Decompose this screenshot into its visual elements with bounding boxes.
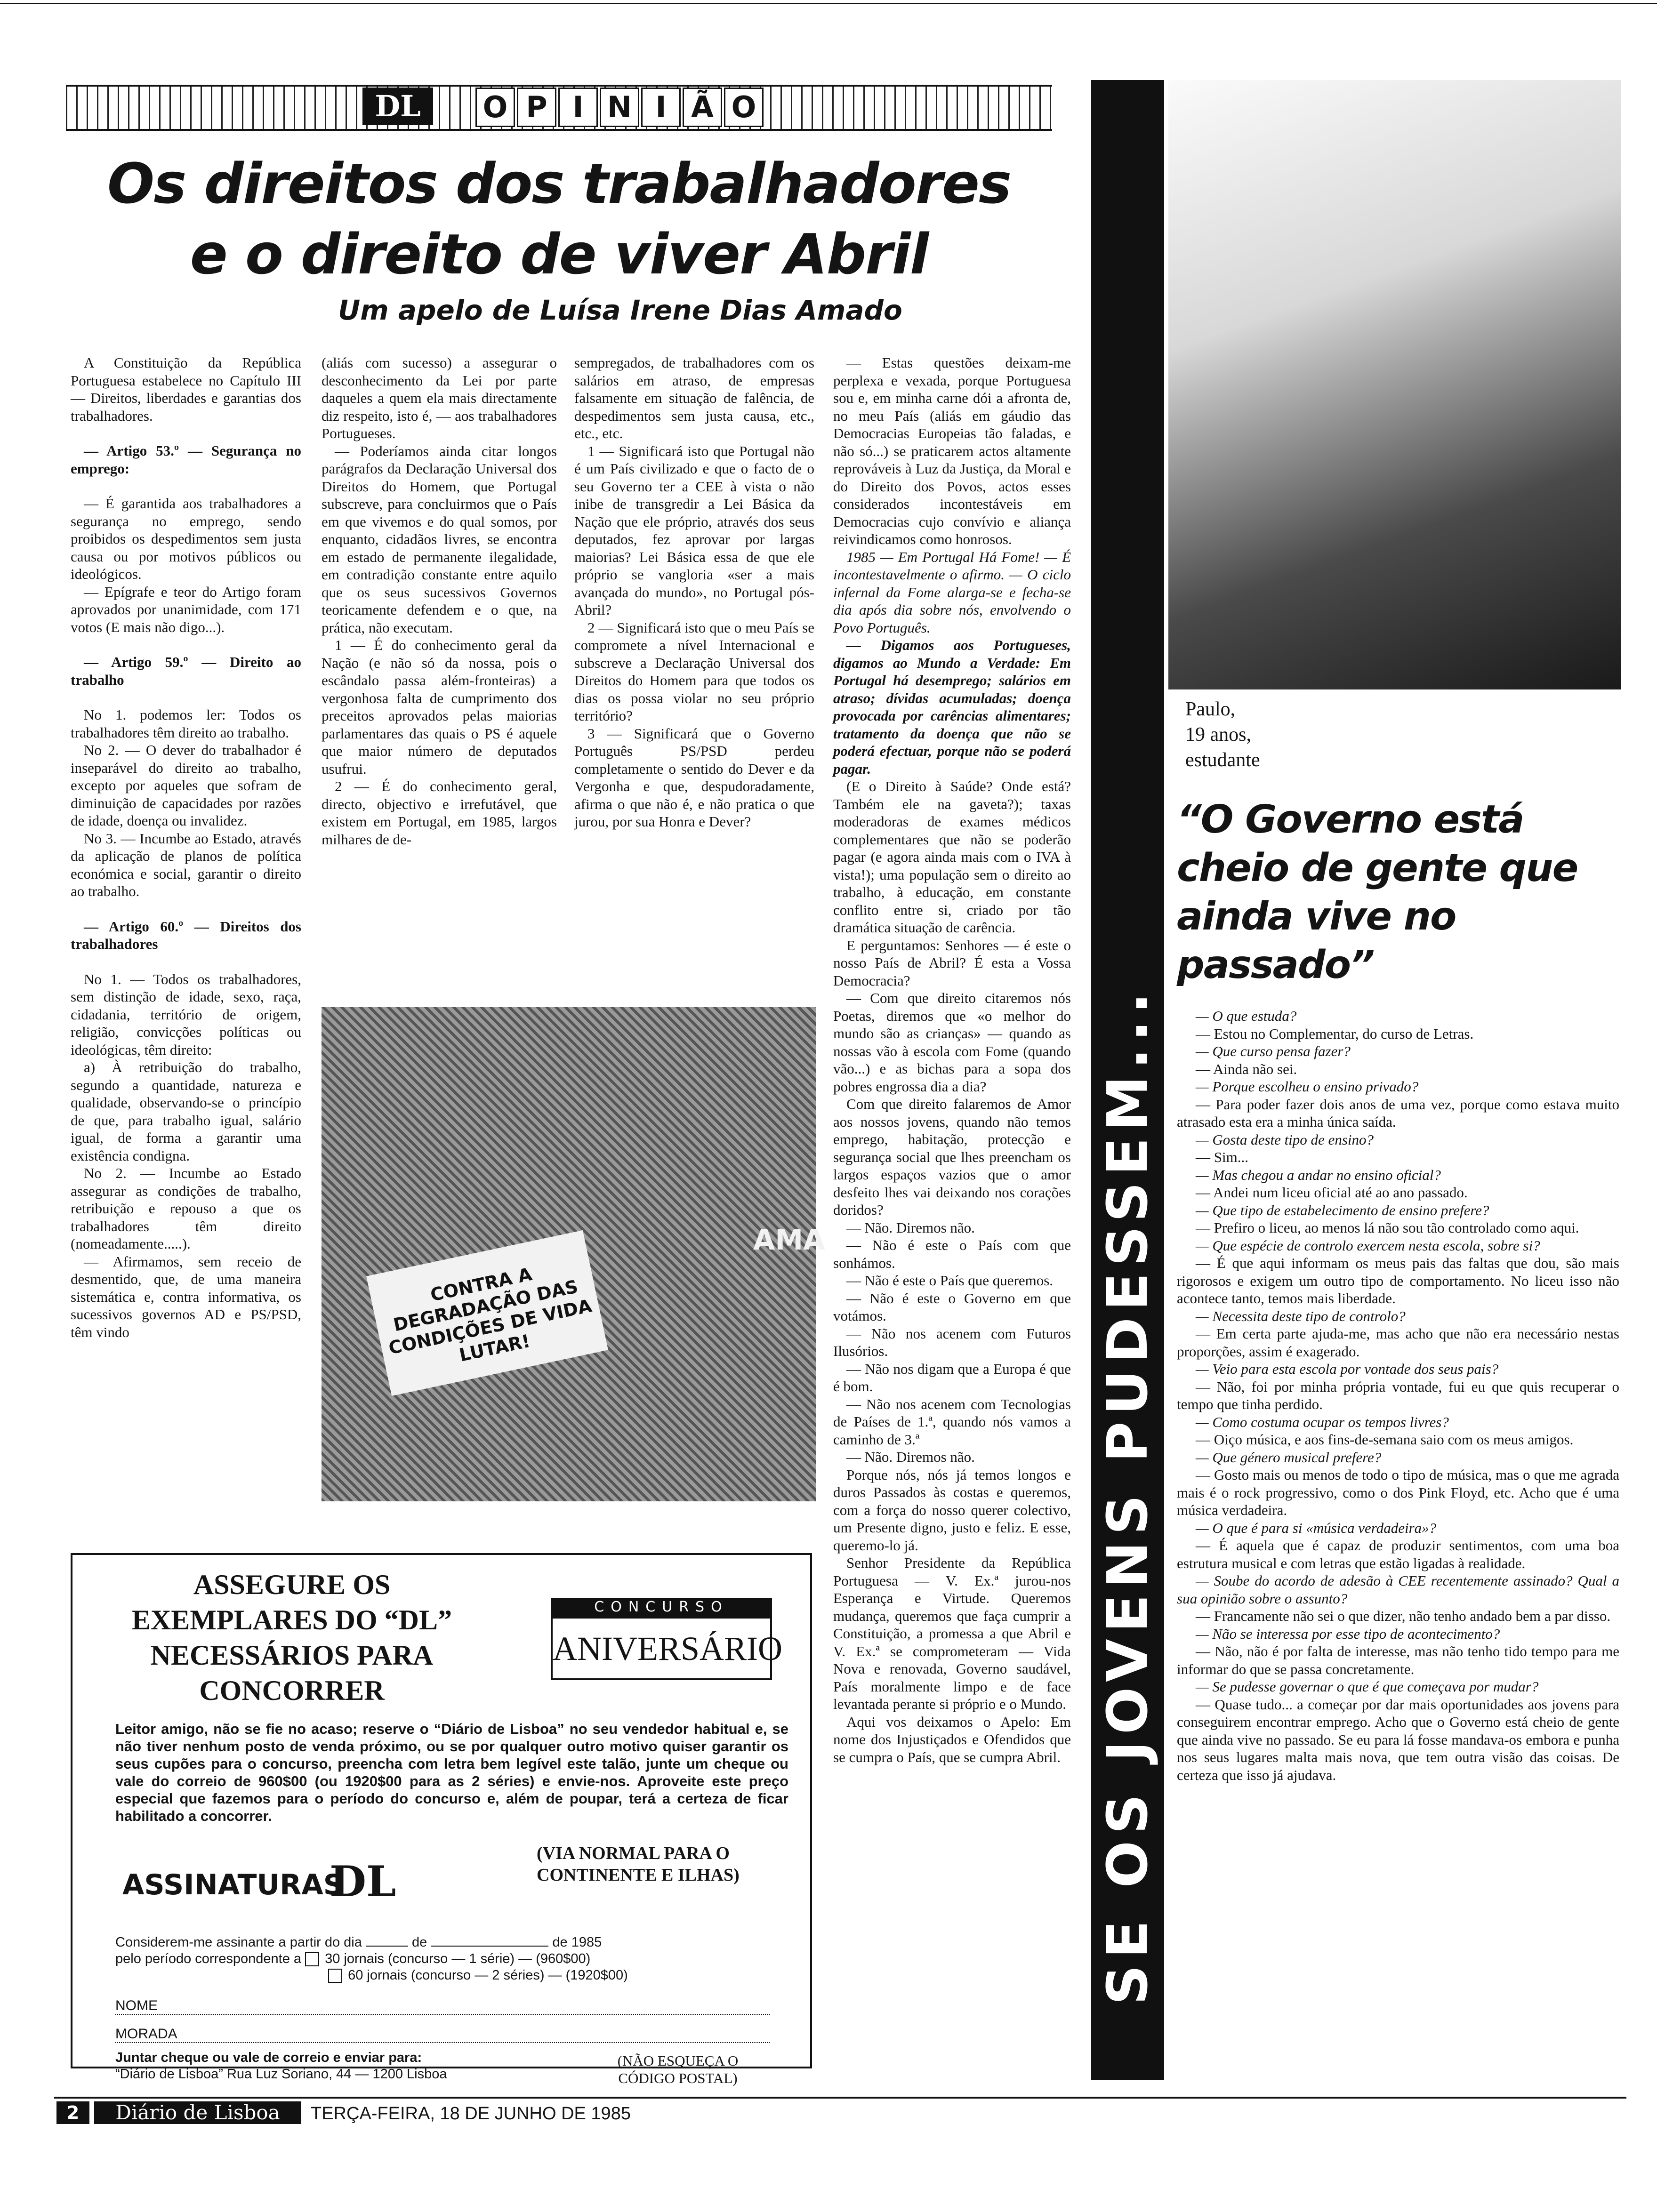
subhead: — Artigo 60.º — Direitos dos trabalhadores: [71, 918, 301, 952]
paragraph: 2 — É do conhecimento geral, directo, objectivo e irrefutável, que existem em Portugal, em 1985, largos milhares de de-: [322, 778, 557, 848]
paragraph: — Não nos digam que a Europa é que é bom.: [833, 1360, 1071, 1395]
interview-question: — Não se interessa por esse tipo de acontecimento?: [1196, 1625, 1500, 1642]
interview-question: — Soube do acordo de adesão à CEE recentemente assinado? Qual a sua opinião sobre o assunto?: [1177, 1572, 1619, 1607]
address-label: MORADA: [115, 2026, 177, 2042]
headline-line-1: Os direitos dos trabalhadores: [107, 151, 1011, 216]
page-number: 2: [56, 2101, 89, 2124]
subscriptions-label: ASSINATURAS: [122, 1868, 344, 1901]
name-label: NOME: [115, 1998, 158, 2013]
interview-answer: — Oiço música, e aos fins-de-semana saio com os meus amigos.: [1196, 1431, 1574, 1448]
interview-answer: — É aquela que é capaz de produzir sentimentos, com uma boa estrutura musical e com letras que estão ligadas à realidade.: [1177, 1537, 1619, 1571]
paragraph: No 1. podemos ler: Todos os trabalhadores têm direito ao trabalho.: [71, 706, 301, 741]
interview-question: — Se pudesse governar o que é que começava por mudar?: [1196, 1678, 1539, 1695]
interview-question: — Que curso pensa fazer?: [1196, 1043, 1351, 1059]
paragraph: Senhor Presidente da República Portuguesa — V. Ex.ª jurou-nos Esperança e Virtude. Queremos mudança, queremos que faça cumprir a Constituição, a promessa a que Abril e V. Ex.ª se comprometeram — Vida Nova e renovada, Governo saudável, País moralmente limpo e de face levantada perante si próprio e o Mundo.: [833, 1555, 1071, 1712]
interview-question: — O que é para si «música verdadeira»?: [1196, 1519, 1437, 1536]
ad-body: Leitor amigo, não se fie no acaso; reserve o “Diário de Lisboa” no seu vendedor habitual e, se não tiver nenhum posto de venda próximo, ou se por qualquer outro motivo quiser garantir os seus cupões para o concurso, preencha com letra bem legível este talão, junte um cheque ou vale do correio de 960$00 (ou 1920$00 para as 2 séries) e envie-nos. Aproveite este preço especial que fazemos para o período do concurso e, além de poupar, terá a certeza de ficar habilitado a concorrer.: [115, 1721, 788, 1824]
paragraph: — Afirmamos, sem receio de desmentido, que, de uma maneira sistemática e, contra informativa, os sucessivos governos AD e PS/PSD, têm vindo: [71, 1253, 301, 1340]
interview-answer: — Quase tudo... a começar por dar mais oportunidades aos jovens para conseguirem encontrar emprego. Acho que o Governo está cheio de gente que ainda vive no passado. Se eu para lá fosse mandava-os embora e punha nos seus lugares malta mais nova, que tem outra visão das coisas. De certeza que isso já ajudava.: [1177, 1696, 1619, 1783]
subscription-form: [115, 1934, 788, 1984]
portrait-photo: [1168, 80, 1621, 689]
interview-column: [1177, 1007, 1619, 1784]
paragraph: — Não é este o Governo em que votámos.: [833, 1290, 1071, 1324]
paragraph: A Constituição da República Portuguesa estabelece no Capítulo III — Direitos, liberdades e garantias dos trabalhadores.: [71, 354, 301, 424]
interview-answer: — Estou no Complementar, do curso de Letras.: [1196, 1025, 1474, 1042]
pull-quote: “O Governo está cheio de gente que ainda vive no passado”: [1177, 797, 1578, 987]
interview-question: — Gosta deste tipo de ensino?: [1196, 1131, 1374, 1148]
paragraph: No 1. — Todos os trabalhadores, sem distinção de idade, sexo, raça, cidadania, território de origem, religião, convicções políticas ou ideológicas, têm direito:: [71, 970, 301, 1058]
interview-answer: — Andei num liceu oficial até ao ano passado.: [1196, 1184, 1468, 1201]
send-instructions: [115, 2050, 515, 2083]
protest-sign: CONTRA A DEGRADAÇÃO DAS CONDIÇÕES DE VIDA LUTAR!: [366, 1230, 608, 1396]
interview-answer: — Para poder fazer dois anos de uma vez, porque como estava muito atrasado esta era a minha única saída.: [1177, 1096, 1619, 1130]
section-letter: N: [600, 88, 639, 127]
paragraph: 1 — Significará isto que Portugal não é um País civilizado e que o facto de o seu Governo ter a CEE à vista o não inibe de transgredir a Lei Básica da Nação que ele próprio, através dos seus deputados, fez aprovar por largas maiorias? Lei Básica essa de que ele próprio se vangloria «ser a mais avançada do mundo», no Portugal pós-Abril?: [574, 442, 814, 618]
interview-question: — Como costuma ocupar os tempos livres?: [1196, 1413, 1449, 1430]
protest-banner: AMA: [753, 1224, 825, 1257]
form-period-line-2: [115, 1967, 788, 1984]
interview-answer: — Francamente não sei o que dizer, não tenho andado bem a par disso.: [1196, 1608, 1611, 1624]
address-field[interactable]: [115, 2026, 770, 2043]
paragraph: — Epígrafe e teor do Artigo foram aprovados por unanimidade, com 171 votos (E mais não digo...).: [71, 583, 301, 635]
paragraph: No 2. — O dever do trabalhador é inseparável do direito ao trabalho, excepto por aqueles que sofram de diminuição de capacidades por razões de idade, doença ou invalidez.: [71, 742, 301, 829]
paragraph: — Não. Diremos não.: [846, 1449, 975, 1465]
interview-answer: — É que aqui informam os meus pais das faltas que dou, são mais rigorosos e exigem um outro tipo de comportamento. No liceu isso não acontece tanto, temos mais liberdade.: [1177, 1255, 1619, 1306]
section-title: [475, 88, 764, 125]
option-60-checkbox[interactable]: [328, 1969, 342, 1983]
paragraph: a) À retribuição do trabalho, segundo a quantidade, natureza e qualidade, observando-se o princípio de que, para trabalho igual, salário igual, de forma a garantir uma existência condigna.: [71, 1059, 301, 1164]
paragraph: Porque nós, nós já temos longos e duros Passados às costas e queremos, com a força do nosso querer colectivo, um Presente digno, justo e feliz. E esse, queremo-lo já.: [833, 1466, 1071, 1554]
byline: Um apelo de Luísa Irene Dias Amado: [338, 294, 902, 326]
paragraph: — Com que direito citaremos nós Poetas, diremos que «o melhor do mundo são as crianças» — quando as nossas vão à escola com Fome (quando vão...) e as bichas para a sopa dos pobres engrossa dia a dia?: [833, 990, 1071, 1095]
interview-answer: — Gosto mais ou menos de todo o tipo de música, mas o que me agrada mais é o rock progressivo, como o dos Pink Floyd, etc. Acho que é uma música verdadeira.: [1177, 1467, 1619, 1518]
section-letter: I: [641, 88, 681, 127]
subhead: — Artigo 59.º — Direito ao trabalho: [71, 654, 301, 688]
paragraph: — Não é este o País que queremos.: [846, 1272, 1054, 1289]
contest-badge-label: CONCURSO: [551, 1598, 772, 1617]
send-line: Juntar cheque ou vale de correio e enviar para:: [115, 2050, 422, 2065]
paragraph: — Não nos acenem com Futuros Ilusórios.: [833, 1325, 1071, 1359]
dl-logo: DL: [362, 88, 433, 125]
option-30-label: 30 jornais (concurso — 1 série) — (960$00): [325, 1951, 591, 1966]
postal-note: (NÃO ESQUEÇA O CÓDIGO POSTAL): [617, 2052, 739, 2086]
paragraph: — Estas questões deixam-me perplexa e vexada, porque Portuguesa sou e, em minha carne dói a afronta de, no meu País (aliás em gáudio das Democracias Europeias tão faladas, e não só...) se praticarem actos altamente reprováveis à Luz da Justiça, da Moral e do Direito dos Povos, actos esses considerados incontestáveis em Democracias cujo convívio e aliança reivindicamos como honrosos.: [833, 354, 1071, 547]
form-label: de: [412, 1935, 427, 1950]
interview-answer: — Em certa parte ajuda-me, mas acho que não era necessário nestas proporções, assim é exagerado.: [1177, 1325, 1619, 1360]
paragraph: 1 — É do conhecimento geral da Nação (e não só da nossa, pois o escândalo passa além-fronteiras) a vergonhosa falta de cumprimento dos preceitos aprovados pelas maiorias parlamentares das quais o PS é aquele que maior número de deputados usufrui.: [322, 637, 557, 777]
article-column-2: [322, 354, 557, 848]
section-letter: P: [517, 88, 556, 127]
top-rule: [0, 3, 1657, 4]
paragraph: 1985 — Em Portugal Há Fome! — É incontestavelmente o afirmo. — O ciclo infernal da Fome alarga-se e fecha-se dia após dia sobre nós, envolvendo o Povo Português.: [833, 548, 1071, 636]
name-field[interactable]: [115, 1998, 770, 2015]
interview-question: — Necessita deste tipo de controlo?: [1196, 1307, 1406, 1324]
paragraph: 2 — Significará isto que o meu País se compromete a nível Internacional e subscreve a Declaração Universal dos Direitos do Homem para que todos os dias os possa violar no seu próprio território?: [574, 619, 814, 724]
interview-answer: — Não, não é por falta de interesse, mas não tenho tido tempo para me informar do que se passa concretamente.: [1177, 1643, 1619, 1677]
month-field[interactable]: [431, 1946, 548, 1947]
caption-role: estudante: [1185, 749, 1260, 771]
dl-logo: DL: [330, 1857, 396, 1907]
paragraph: (E o Direito à Saúde? Onde está? Também ele na gaveta?); taxas moderadoras de exames médicos complementares que não se poderão pagar (e agora ainda mais com o IVA à vista!); uma população sem o direito ao trabalho, à educação, em constante conflito entre si, criado por tão dramática situação de carência.: [833, 778, 1071, 936]
paragraph: E perguntamos: Senhores — é este o nosso País de Abril? É esta a Vossa Democracia?: [833, 937, 1071, 989]
interview-question: — O que estuda?: [1196, 1008, 1297, 1024]
headline-line-2: e o direito de viver Abril: [190, 222, 928, 287]
form-label: Considerem-me assinante a partir do dia: [115, 1935, 362, 1950]
paragraph: No 3. — Incumbe ao Estado, através da aplicação de planos de política económica e social, garantir o direito ao trabalho.: [71, 830, 301, 899]
send-address: “Diário de Lisboa” Rua Luz Soriano, 44 — 1200 Lisboa: [115, 2067, 447, 2082]
headline: [66, 148, 1052, 289]
paragraph: — Poderíamos ainda citar longos parágrafos da Declaração Universal dos Direitos do Homem, que Portugal subscreve, para concluirmos que o País em que vivemos e do qual somos, por enquanto, cidadãos livres, se encontra em estado de permanente ilegalidade, em contradição constante entre aquilo que os seus sucessivos Governos teoricamente defendem e o que, na prática, não executam.: [322, 442, 557, 636]
interview-answer: — Não, foi por minha própria vontade, fui eu que quis recuperar o tempo que tinha perdido.: [1177, 1378, 1619, 1412]
article-column-4: [833, 354, 1071, 1766]
option-30-checkbox[interactable]: [305, 1952, 319, 1966]
paragraph: — É garantida aos trabalhadores a segurança no emprego, sendo proibidos os despedimentos sem justa causa ou por motivos públicos ou ideológicos.: [71, 495, 301, 582]
sidebar-strip-title: SE OS JOVENS PUDESSEM...: [1095, 986, 1160, 2005]
section-letter: Ã: [683, 88, 722, 127]
interview-question: — Que género musical prefere?: [1196, 1449, 1382, 1466]
ad-title: ASSEGURE OS EXEMPLARES DO “DL” NECESSÁRIOS PARA CONCORRER: [131, 1569, 452, 1706]
day-field[interactable]: [366, 1946, 408, 1947]
form-start-line: [115, 1934, 788, 1951]
interview-answer: — Prefiro o liceu, ao menos lá não sou tão controlado como aqui.: [1196, 1219, 1579, 1236]
paragraph: — Digamos aos Portugueses, digamos ao Mundo a Verdade: Em Portugal há desemprego; salários em atraso; dívidas acumuladas; doença provocada por carências alimentares; tratamento da doença que não se poderá efectuar, porque não se poderá pagar.: [833, 637, 1071, 777]
paragraph: Aqui vos deixamos o Apelo: Em nome dos Injustiçados e Ofendidos que se cumpra o País, que se cumpra Abril.: [833, 1713, 1071, 1765]
option-60-label: 60 jornais (concurso — 2 séries) — (1920$00): [348, 1968, 628, 1983]
paragraph: Com que direito falaremos de Amor aos nossos jovens, quando não temos emprego, habitação, protecção e segurança social que lhes preencham os largos espaços vazios que o amor desfeito lhes vai deixando nos corações doridos?: [833, 1096, 1071, 1218]
paragraph: — Não nos acenem com Tecnologias de Países de 1.ª, quando nós vamos a caminho de 3.ª: [833, 1395, 1071, 1448]
interview-question: — Mas chegou a andar no ensino oficial?: [1196, 1166, 1441, 1183]
subhead: — Artigo 53.º — Segurança no emprego:: [71, 442, 301, 477]
section-letter: O: [475, 88, 515, 127]
paragraph: — Não é este o País com que sonhámos.: [833, 1237, 1071, 1271]
paragraph: sempregados, de trabalhadores com os salários em atraso, de empresas falsamente em situação de falência, de despedimentos sem justa causa, etc., etc., etc.: [574, 354, 814, 441]
footer-rule: [54, 2097, 1626, 2099]
interview-question: — Porque escolheu o ensino privado?: [1196, 1078, 1419, 1095]
interview-answer: — Sim...: [1196, 1149, 1248, 1165]
delivery-note: (VIA NORMAL PARA O CONTINENTE E ILHAS): [537, 1843, 740, 1885]
article-column-1: [71, 354, 301, 1341]
paragraph: No 2. — Incumbe ao Estado assegurar as condições de trabalho, retribuição e repouso a que os trabalhadores têm direito (nomeadamente.....).: [71, 1165, 301, 1252]
paragraph: (aliás com sucesso) a assegurar o desconhecimento da Lei por parte daqueles a quem ela mais directamente diz respeito, isto é, — aos trabalhadores Portugueses.: [322, 354, 557, 441]
portrait-caption: [1185, 697, 1421, 773]
interview-question: — Que espécie de controlo exercem nesta escola, sobre si?: [1196, 1237, 1540, 1254]
form-label: pelo período correspondente a: [115, 1951, 302, 1966]
section-letter: O: [724, 88, 764, 127]
paragraph: — Não. Diremos não.: [846, 1219, 975, 1236]
contest-badge: ANIVERSÁRIO: [551, 1617, 772, 1680]
caption-age: 19 anos,: [1185, 724, 1251, 745]
interview-question: — Que tipo de estabelecimento de ensino prefere?: [1196, 1202, 1489, 1218]
paragraph: 3 — Significará que o Governo Português PS/PSD perdeu completamente o sentido do Dever e da Vergonha e que, despudoradamente, afirma o que não é, e não pratica o que jurou, por sua Honra e Dever?: [574, 725, 814, 830]
footer-masthead: Diário de Lisboa: [94, 2101, 301, 2124]
form-period-line: [115, 1951, 788, 1967]
caption-name: Paulo,: [1185, 698, 1236, 720]
section-letter: I: [558, 88, 598, 127]
form-label: de 1985: [552, 1935, 602, 1950]
interview-answer: — Ainda não sei.: [1196, 1060, 1297, 1077]
footer-date: TERÇA-FEIRA, 18 DE JUNHO DE 1985: [311, 2104, 631, 2124]
article-column-3: [574, 354, 814, 831]
interview-question: — Veio para esta escola por vontade dos seus pais?: [1196, 1361, 1499, 1377]
